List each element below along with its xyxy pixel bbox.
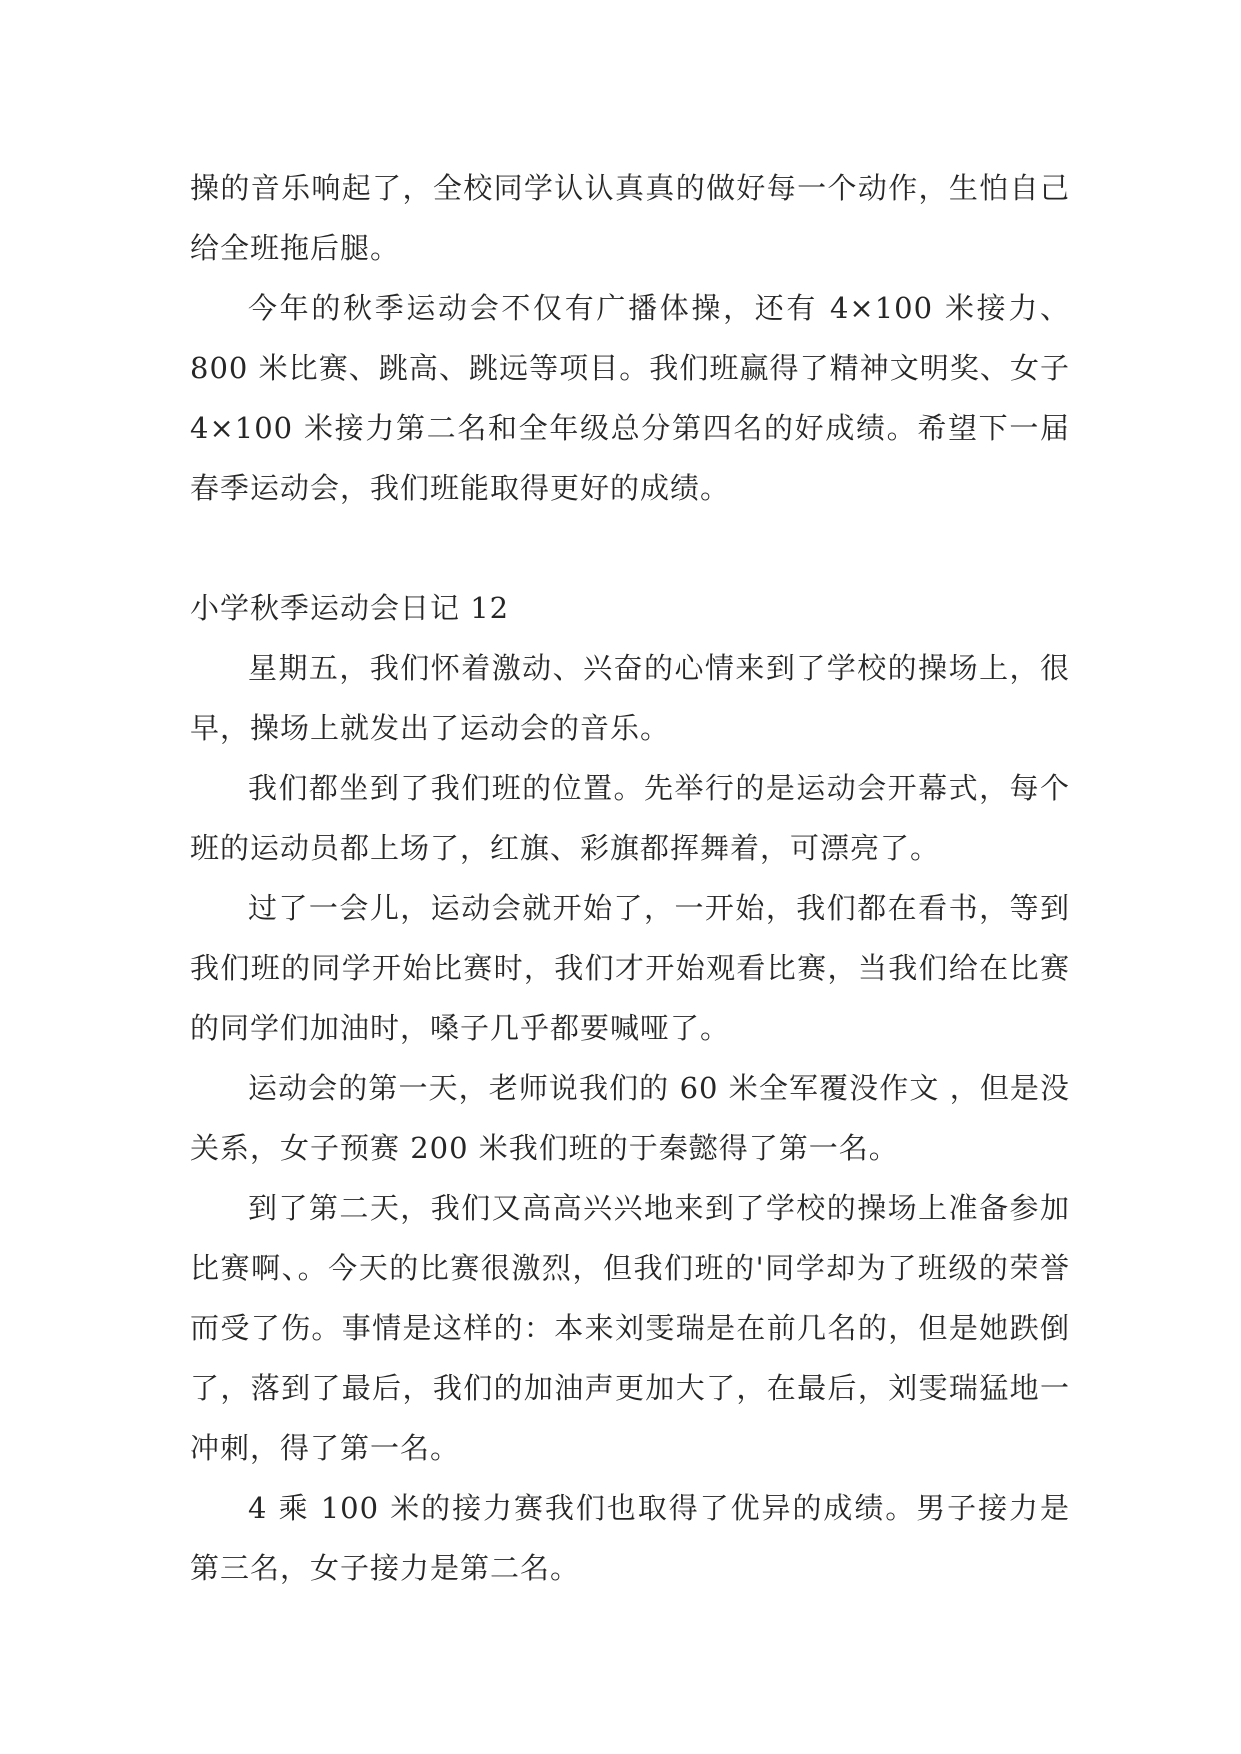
section-gap xyxy=(190,518,1070,578)
paragraph: 过了一会儿，运动会就开始了，一开始，我们都在看书，等到我们班的同学开始比赛时，我们才开始观看比赛，当我们给在比赛的同学们加油时，嗓子几乎都要喊哑了。 xyxy=(190,891,1070,1045)
document-body xyxy=(190,158,1070,1598)
paragraph: 今年的秋季运动会不仅有广播体操，还有 4×100 米接力、800 米比赛、跳高、跳远等项目。我们班赢得了精神文明奖、女子 4×100 米接力第二名和全年级总分第四名的好成绩。希望下一届春季运动会，我们班能取得更好的成绩。 xyxy=(190,291,1070,505)
paragraph-continuation: 操的音乐响起了，全校同学认认真真的做好每一个动作，生怕自己给全班拖后腿。 xyxy=(190,171,1070,265)
paragraph: 到了第二天，我们又高高兴兴地来到了学校的操场上准备参加比赛啊、。今天的比赛很激烈，但我们班的'同学却为了班级的荣誉而受了伤。事情是这样的：本来刘雯瑞是在前几名的，但是她跌倒了，落到了最后，我们的加油声更加大了，在最后，刘雯瑞猛地一冲刺，得了第一名。 xyxy=(190,1191,1070,1465)
paragraph: 我们都坐到了我们班的位置。先举行的是运动会开幕式，每个班的运动员都上场了，红旗、彩旗都挥舞着，可漂亮了。 xyxy=(190,771,1070,865)
paragraph: 星期五，我们怀着激动、兴奋的心情来到了学校的操场上，很早，操场上就发出了运动会的音乐。 xyxy=(190,651,1070,745)
section-title: 小学秋季运动会日记 12 xyxy=(190,591,510,625)
paragraph: 运动会的第一天，老师说我们的 60 米全军覆没作文 ，但是没关系，女子预赛 200 米我们班的于秦懿得了第一名。 xyxy=(190,1071,1070,1165)
paragraph: 4 乘 100 米的接力赛我们也取得了优异的成绩。男子接力是第三名，女子接力是第二名。 xyxy=(190,1491,1070,1585)
